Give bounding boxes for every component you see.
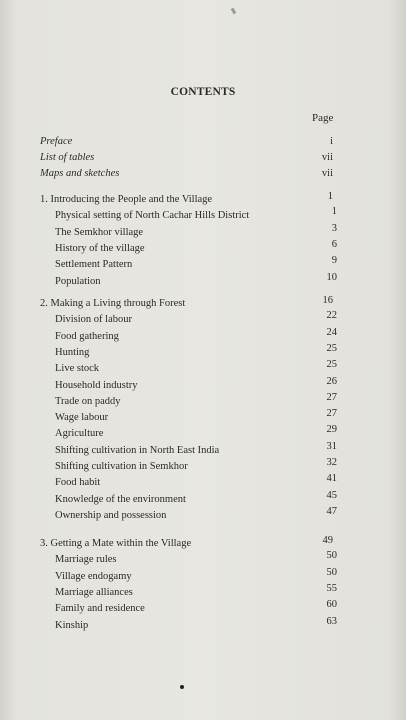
toc-entry-title: History of the village xyxy=(55,242,145,254)
toc-entry-page: 49 xyxy=(322,535,333,546)
toc-entry-page: 25 xyxy=(326,342,337,354)
toc-entry-page: 45 xyxy=(326,489,337,501)
toc-entry-page: 24 xyxy=(326,326,337,338)
toc-entry-title: Kinship xyxy=(55,619,89,631)
toc-entry-page: 32 xyxy=(326,457,337,468)
toc-entry-page: 25 xyxy=(326,359,337,371)
toc-entry-page: i xyxy=(330,136,333,147)
page-title: CONTENTS xyxy=(170,86,236,98)
page-column-label: Page xyxy=(312,112,334,124)
toc-entry-page: 10 xyxy=(326,271,337,283)
toc-entry-title: Settlement Pattern xyxy=(55,259,133,271)
toc-entry-page: 26 xyxy=(326,375,337,387)
toc-entry-page: 27 xyxy=(326,408,337,420)
toc-entry-title: Population xyxy=(55,275,101,287)
toc-entry-title: Maps and sketches xyxy=(40,168,120,179)
toc-entry-title: Agriculture xyxy=(55,428,104,440)
toc-entry-title: 1. Introducing the People and the Village xyxy=(40,194,213,205)
toc-entry-title: Household industry xyxy=(55,379,138,391)
ink-mark xyxy=(231,8,237,15)
toc-entry-title: Wage labour xyxy=(55,412,109,424)
toc-entry-page: 6 xyxy=(331,238,337,250)
toc-entry-title: Shifting cultivation in Semkhor xyxy=(55,461,188,472)
toc-entry-title: Preface xyxy=(40,136,73,147)
toc-entry-title: Hunting xyxy=(55,346,90,358)
toc-entry-title: Live stock xyxy=(55,363,100,375)
toc-entry-title: Marriage alliances xyxy=(55,586,133,598)
page-dot xyxy=(180,685,184,689)
toc-entry-title: Food gathering xyxy=(55,330,119,342)
toc-entry-title: Family and residence xyxy=(55,603,145,615)
toc-entry-title: 3. Getting a Mate within the Village xyxy=(40,538,192,549)
toc-entry-page: 47 xyxy=(326,505,337,517)
toc-entry-title: 2. Making a Living through Forest xyxy=(40,298,186,309)
toc-entry-title: Marriage rules xyxy=(55,554,117,566)
toc-entry-page: 60 xyxy=(326,599,337,611)
toc-entry-page: 22 xyxy=(326,310,337,322)
toc-entry-title: Division of labour xyxy=(55,314,132,326)
toc-entry-page: 1 xyxy=(331,206,337,218)
toc-entry-page: 27 xyxy=(326,391,337,403)
toc-entry-page: 9 xyxy=(331,255,337,267)
toc-entry-page: 1 xyxy=(327,191,333,202)
toc-entry-page: vii xyxy=(321,152,333,163)
toc-entry-title: Knowledge of the environment xyxy=(55,493,186,505)
toc-entry-page: 55 xyxy=(326,582,337,594)
toc-entry-title: The Semkhor village xyxy=(55,226,144,238)
toc-entry-title: Shifting cultivation in North East India xyxy=(55,444,220,456)
toc-entry-title: Trade on paddy xyxy=(55,395,121,407)
toc-entry-page: 16 xyxy=(322,295,333,306)
toc-entry-page: 31 xyxy=(326,440,337,452)
toc-entry-page: 29 xyxy=(326,424,337,436)
toc-entry-page: 41 xyxy=(326,473,337,485)
toc-entry-page: vii xyxy=(321,168,333,179)
toc-entry-title: Physical setting of North Cachar Hills District xyxy=(55,210,250,222)
toc-entry-page: 50 xyxy=(326,566,337,578)
toc-entry-title: Ownership and possession xyxy=(55,509,167,521)
toc-entry-page: 63 xyxy=(326,615,337,627)
toc-entry-title: Village endogamy xyxy=(55,570,132,582)
toc-entry-title: List of tables xyxy=(40,152,95,163)
toc-entry-page: 50 xyxy=(326,550,337,562)
toc-entry-title: Food habit xyxy=(55,477,101,489)
toc-entry-page: 3 xyxy=(331,222,337,234)
